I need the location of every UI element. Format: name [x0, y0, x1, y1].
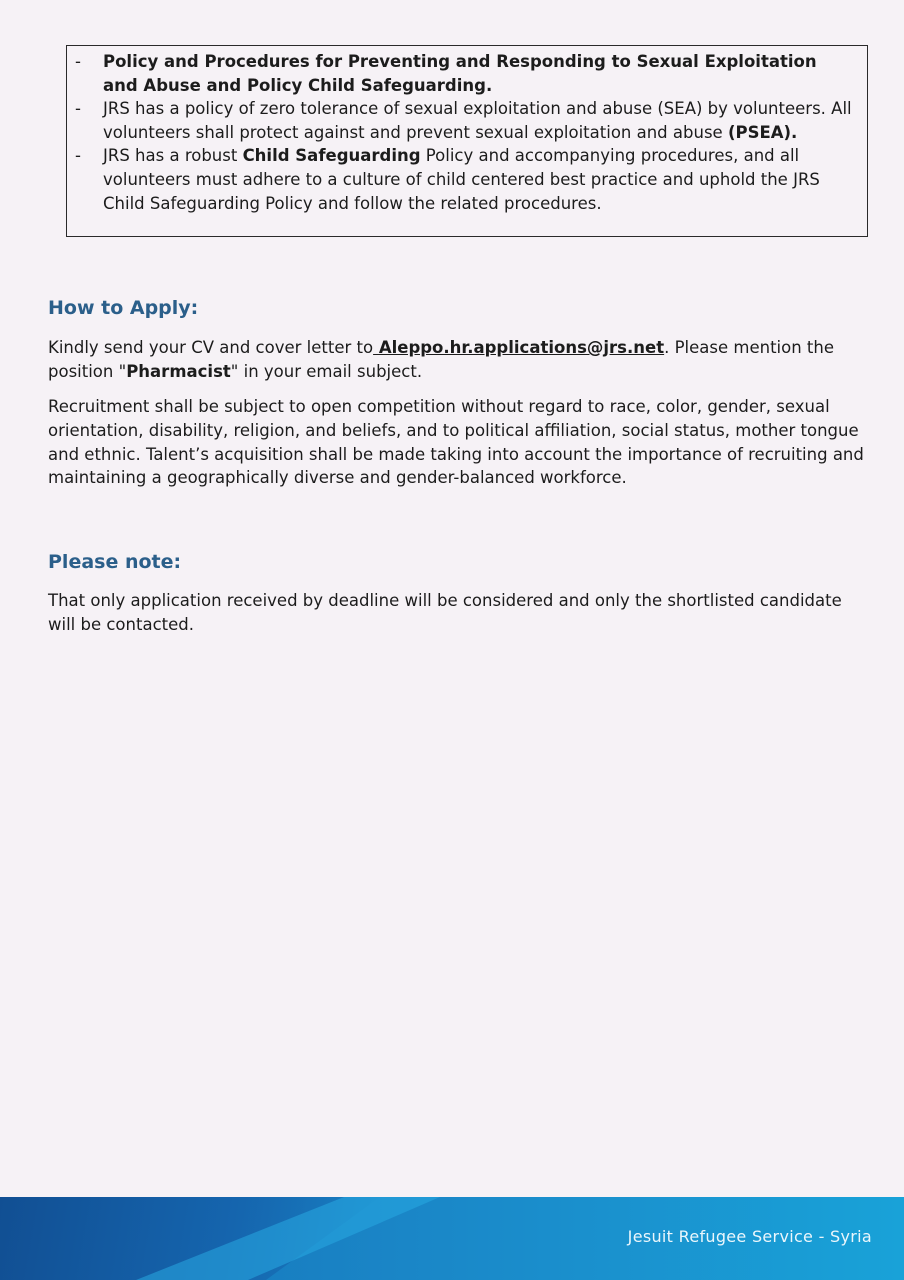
position-name: Pharmacist	[126, 361, 231, 381]
please-note-heading: Please note:	[48, 551, 182, 573]
policy-item-psea-title	[67, 50, 853, 97]
bullet-dash: -	[75, 99, 81, 119]
policy-bold-text: (PSEA).	[727, 122, 798, 142]
email-link[interactable]: Aleppo.hr.applications@jrs.net	[373, 338, 665, 357]
how-to-apply-heading: How to Apply:	[48, 297, 199, 319]
apply-text-middle: . Please mention the position "	[48, 338, 834, 381]
policy-title: Policy and Procedures for Preventing and Responding to Sexual Exploitation and Abuse and Policy Child Safeguarding.	[103, 52, 817, 95]
footer-banner	[0, 1197, 904, 1280]
policy-bold-text: Child Safeguarding	[242, 146, 421, 166]
note-paragraph: That only application received by deadline will be considered and only the shortlisted candidate will be contacted.	[48, 591, 842, 634]
footer-organization-name: Jesuit Refugee Service - Syria	[627, 1227, 872, 1246]
policy-box	[66, 45, 868, 237]
recruitment-paragraph: Recruitment shall be subject to open competition without regard to race, color, gender, sexual orientation, disability, religion, and beliefs, and to political affiliation, social status, mother tongue and ethnic. Talent’s acquisition shall be made taking into account the importance of recruiting and maintaining a geographically diverse and gender-balanced workforce.	[48, 397, 864, 488]
policy-item-child-safeguarding	[67, 144, 853, 215]
policy-text: JRS has a policy of zero tolerance of sexual exploitation and abuse (SEA) by volunteers. All volunteers shall protect against and prevent sexual exploitation and abuse	[103, 99, 852, 142]
apply-text-after: " in your email subject.	[230, 361, 423, 381]
apply-text: Kindly send your CV and cover letter to	[48, 338, 374, 357]
policy-text: JRS has a robust	[103, 146, 243, 166]
bullet-dash: -	[75, 52, 81, 71]
bullet-dash: -	[75, 146, 81, 166]
policy-text-after: Policy and accompanying procedures, and all volunteers must adhere to a culture of child centered best practice and uphold the JRS Child Safeguarding Policy and follow the related procedures.	[103, 146, 820, 213]
policy-item-zero-tolerance	[67, 97, 853, 144]
apply-instructions	[48, 336, 868, 384]
